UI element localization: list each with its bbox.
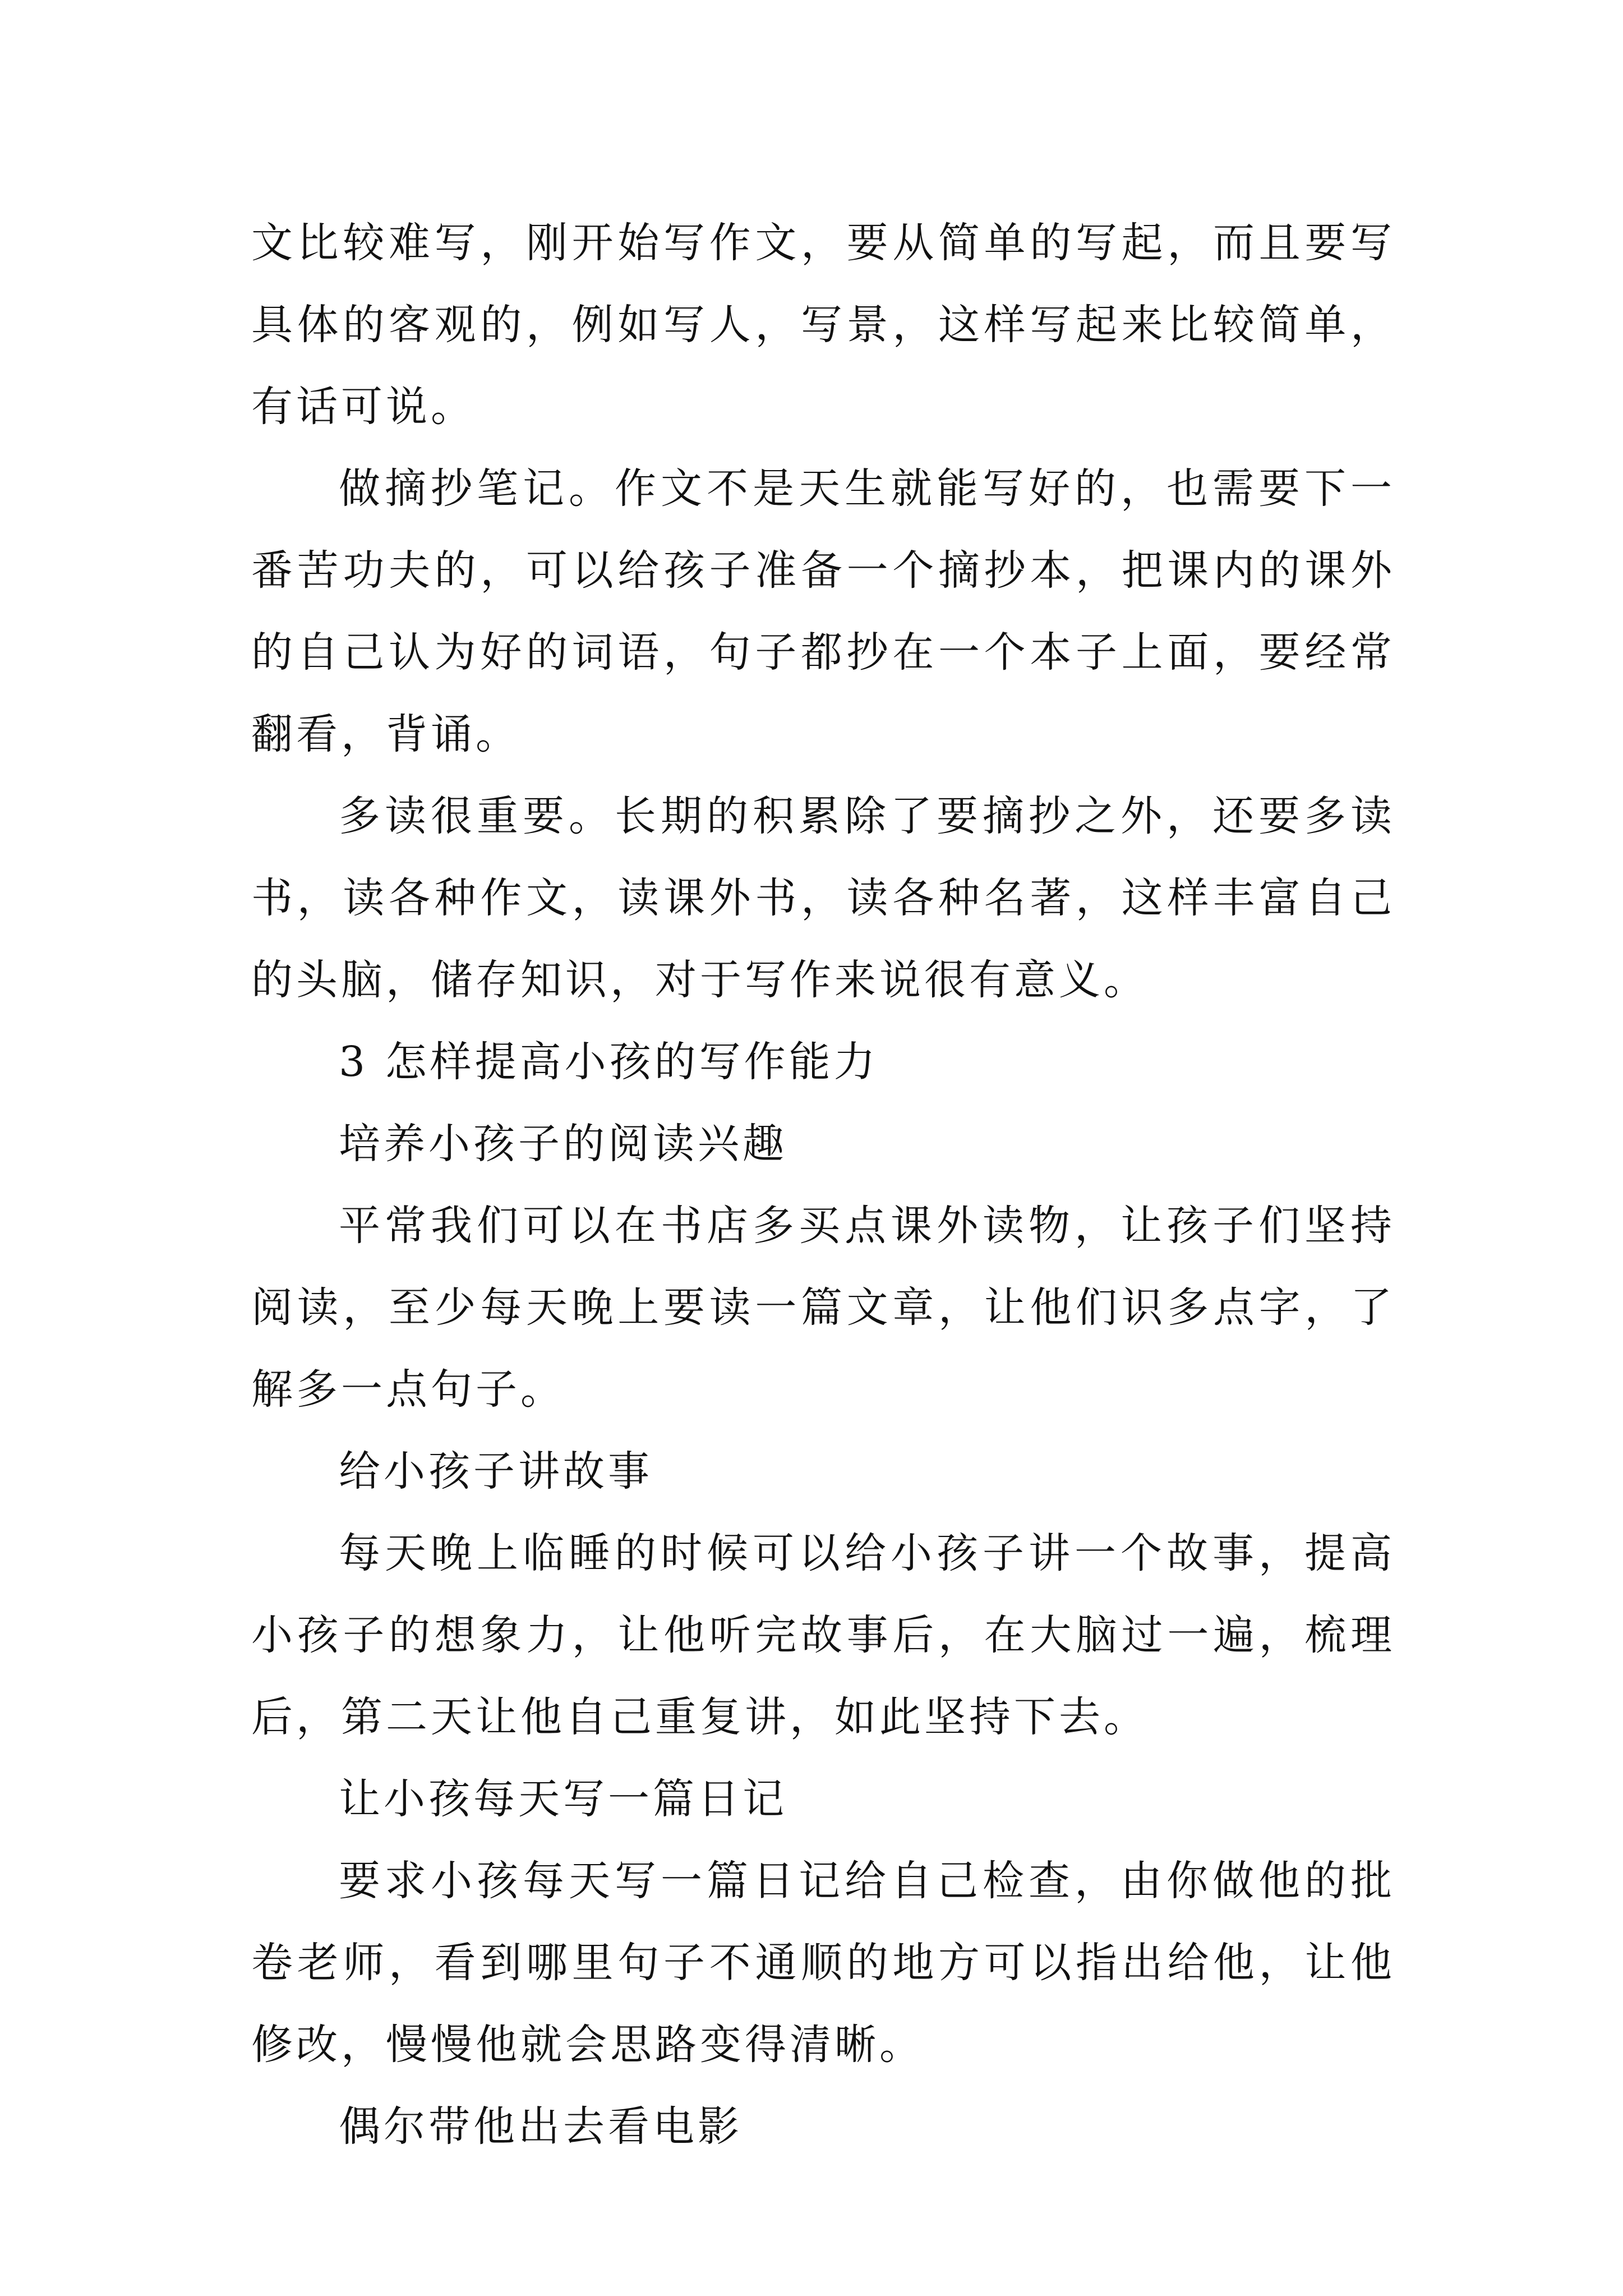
- subheading-tell-stories: 给小孩子讲故事: [339, 1447, 653, 1496]
- paragraph-excerpt-notes: 做摘抄笔记。作文不是天生就能写好的，也需要下一番苦功夫的，可以给孩子准备一个摘抄本，把课内的课外的自己认为好的词语，句子都抄在一个本子上面，要经常翻看，背诵。: [251, 464, 1395, 758]
- subheading-movies: 偶尔带他出去看电影: [339, 2102, 743, 2151]
- paragraph-read-more: 多读很重要。长期的积累除了要摘抄之外，还要多读书，读各种作文，读课外书，读各种名著，这样丰富自己的头脑，储存知识，对于写作来说很有意义。: [251, 792, 1395, 1004]
- subheading-reading-interest: 培养小孩子的阅读兴趣: [339, 1120, 787, 1168]
- paragraph-daily-diary: 要求小孩每天写一篇日记给自己检查，由你做他的批卷老师，看到哪里句子不通顺的地方可以指出给他，让他修改，慢慢他就会思路变得清晰。: [251, 1857, 1395, 2069]
- document-body: [251, 202, 1395, 2168]
- section-heading: 3 怎样提高小孩的写作能力: [339, 1038, 879, 1086]
- paragraph-continued: 文比较难写，刚开始写作文，要从简单的写起，而且要写具体的客观的，例如写人，写景，这样写起来比较简单，有话可说。: [251, 219, 1395, 431]
- subheading-daily-diary: 让小孩每天写一篇日记: [339, 1775, 787, 1823]
- paragraph-reading-interest: 平常我们可以在书店多买点课外读物，让孩子们坚持阅读，至少每天晚上要读一篇文章，让他们识多点字，了解多一点句子。: [251, 1202, 1395, 1414]
- paragraph-tell-stories: 每天晚上临睡的时候可以给小孩子讲一个故事，提高小孩子的想象力，让他听完故事后，在大脑过一遍，梳理后，第二天让他自己重复讲，如此坚持下去。: [251, 1529, 1395, 1741]
